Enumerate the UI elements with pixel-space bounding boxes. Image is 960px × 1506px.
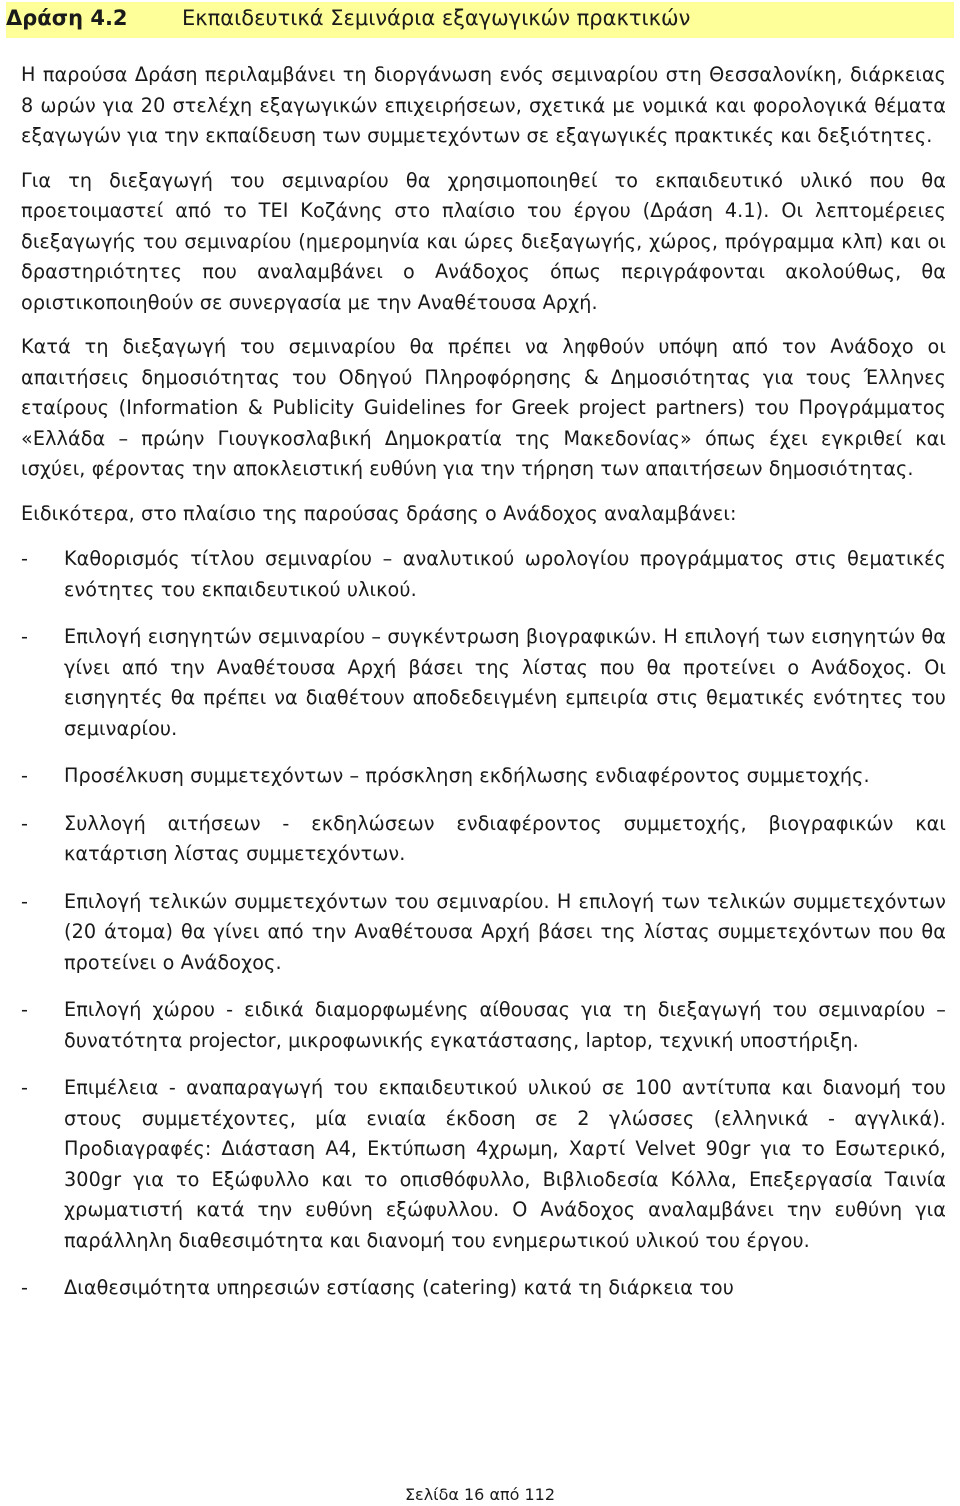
list-item-text: Καθορισμός τίτλου σεμιναρίου – αναλυτικού ωρολογίου προγράμματος στις θεματικές ενότητες του εκπαιδευτικού υλικού. (64, 547, 946, 601)
list-item-text: Συλλογή αιτήσεων - εκδηλώσεων ενδιαφέροντος συμμετοχής, βιογραφικών και κατάρτιση λίστας συμμετεχόντων. (64, 811, 946, 865)
bullet-marker: - (21, 547, 29, 570)
list-item-text: Επιλογή τελικών συμμετεχόντων του σεμιναρίου. Η επιλογή των τελικών συμμετεχόντων (20 άτομα) θα γίνει από την Αναθέτουσα Αρχή βάσει της λίστας συμμετεχόντων που θα προτείνει ο Ανάδοχος. (64, 889, 946, 974)
list-item (21, 809, 946, 870)
paragraph-publicity: Κατά τη διεξαγωγή του σεμιναρίου θα πρέπει να ληφθούν υπόψη από τον Ανάδοχο οι απαιτήσεις δημοσιότητας του Οδηγού Πληροφόρησης & Δημοσιότητας για τους Έλληνες εταίρους (Information & Publicity Guidelines for Greek project partners) του Προγράμματος «Ελλάδα – πρώην Γιουγκοσλαβική Δημοκρατία της Μακεδονίας» όπως έχει εγκριθεί και ισχύει, φέροντας την αποκλειστική ευθύνη για την τήρηση των απαιτήσεων δημοσιότητας. (21, 335, 946, 480)
list-item (21, 995, 946, 1056)
list-item (21, 544, 946, 605)
list-item (21, 1073, 946, 1256)
paragraph-intro: Η παρούσα Δράση περιλαμβάνει τη διοργάνωση ενός σεμιναρίου στη Θεσσαλονίκη, διάρκειας 8 ωρών για 20 στελέχη εξαγωγικών επιχειρήσεων, σχετικά με νομικά και φορολογικά θέματα εξαγωγών για την εκπαίδευση των συμμετεχόντων σε εξαγωγικές πρακτικές και δεξιότητες. (21, 63, 946, 147)
bullet-marker: - (21, 811, 29, 835)
list-item (21, 887, 946, 979)
list-item-text: Επιμέλεια - αναπαραγωγή του εκπαιδευτικού υλικού σε 100 αντίτυπα και διανομή του στους συμμετέχοντες, μία ενιαία έκδοση σε 2 γλώσσες (ελληνικά - αγγλικά). Προδιαγραφές: Διάσταση Α4, Εκτύπωση 4χρωμη, Χαρτί Velvet 90gr για το Εσωτερικό, 300gr για το Εξώφυλλο και το οπισθόφυλλο, Βιβλιοδεσία Κόλλα, Επεξεργασία Ταινία χρωματιστή κατά την ευθύνη εξώφυλλου. Ο Ανάδοχος αναλαμβάνει την ευθύνη για παράλληλη διαθεσιμότητα και διανομή του ενημερωτικού υλικού του έργου. (64, 1076, 946, 1252)
bullet-marker: - (21, 1076, 29, 1099)
bullet-marker: - (21, 625, 29, 648)
list-item (21, 1273, 946, 1304)
list-item-text: Διαθεσιμότητα υπηρεσιών εστίασης (catering) κατά τη διάρκεια του (64, 1276, 734, 1299)
bullet-marker: - (21, 998, 29, 1021)
list-item-text: Προσέλκυση συμμετεχόντων – πρόσκληση εκδήλωσης ενδιαφέροντος συμμετοχής. (64, 764, 870, 787)
bullet-marker: - (21, 1276, 29, 1299)
list-item (21, 761, 946, 792)
section-title: Εκπαιδευτικά Σεμινάρια εξαγωγικών πρακτικών (182, 6, 691, 30)
section-heading (6, 2, 954, 38)
list-item (21, 622, 946, 744)
list-item-text: Επιλογή εισηγητών σεμιναρίου – συγκέντρωση βιογραφικών. Η επιλογή των εισηγητών θα γίνει από την Αναθέτουσα Αρχή βάσει της λίστας που θα προτείνει ο Ανάδοχος. Οι εισηγητές θα πρέπει να διαθέτουν αποδεδειγμένη εμπειρία στις θεματικές ενότητες του σεμιναρίου. (64, 625, 946, 740)
section-number: Δράση 4.2 (6, 6, 128, 30)
bullet-marker: - (21, 764, 29, 787)
document-body (21, 60, 946, 1321)
bullet-marker: - (21, 889, 29, 913)
page-number: Σελίδα 16 από 112 (404, 1485, 556, 1504)
list-item-text: Επιλογή χώρου - ειδικά διαμορφωμένης αίθουσας για τη διεξαγωγή του σεμιναρίου – δυνατότητα projector, μικροφωνικής εγκατάστασης, laptop, τεχνική υποστήριξη. (64, 998, 946, 1052)
paragraph-responsibilities-intro: Ειδικότερα, στο πλαίσιο της παρούσας δράσης ο Ανάδοχος αναλαμβάνει: (21, 501, 737, 525)
paragraph-materials: Για τη διεξαγωγή του σεμιναρίου θα χρησιμοποιηθεί το εκπαιδευτικό υλικό που θα προετοιμαστεί από το ΤΕΙ Κοζάνης στο πλαίσιο του έργου (Δράση 4.1). Οι λεπτομέρειες διεξαγωγής του σεμιναρίου (ημερομηνία και ώρες διεξαγωγής, χώρος, πρόγραμμα κλπ) και οι δραστηριότητες που αναλαμβάνει ο Ανάδοχος όπως περιγράφονται ακολούθως, θα οριστικοποιηθούν σε συνεργασία με την Αναθέτουσα Αρχή. (21, 168, 946, 314)
